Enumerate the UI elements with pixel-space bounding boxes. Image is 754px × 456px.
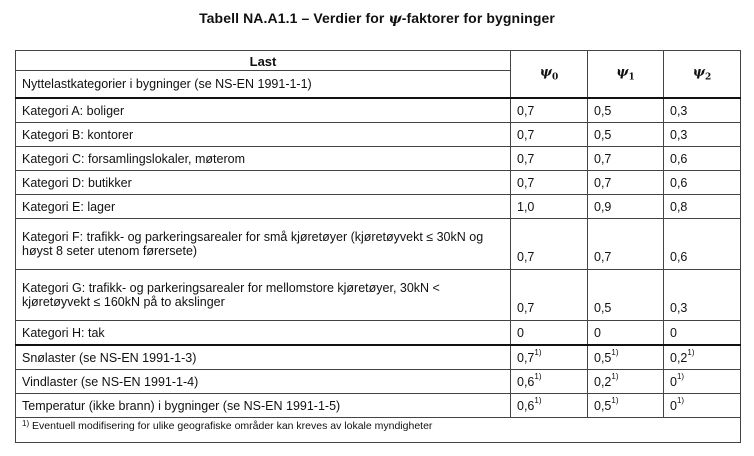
psi2-value: 0,6 — [664, 219, 741, 270]
table-row — [16, 370, 741, 394]
footnote-mark: 1) — [22, 419, 30, 428]
table-row — [16, 98, 741, 123]
row-label: Kategori E: lager — [16, 195, 511, 219]
psi1-value: 0,7 — [588, 171, 664, 195]
psi2-value: 0,2$^{1)}$ — [664, 345, 741, 370]
table-row — [16, 345, 741, 370]
psi0-value: 0,7 — [511, 123, 588, 147]
psi1-value: 0 — [588, 321, 664, 346]
footnote-ref: 1) — [676, 371, 685, 381]
psi2-value: 0,8 — [664, 195, 741, 219]
row-label: Kategori G: trafikk- og parkeringsarealer for mellomstore kjøretøyer, 30kN < kjøretøyvekt ≤ 160kN på to akslinger — [16, 270, 511, 321]
header-psi-1: $\psi_1$ — [588, 51, 664, 99]
psi0-value: 0 — [511, 321, 588, 346]
psi2-value: 0,3 — [664, 98, 741, 123]
table-row — [16, 171, 741, 195]
table-row — [16, 123, 741, 147]
row-label: Vindlaster (se NS-EN 1991-1-4) — [16, 370, 511, 394]
footnote-ref: 1) — [534, 371, 542, 381]
psi-factor-table — [15, 50, 741, 443]
row-label: Temperatur (ikke brann) i bygninger (se NS-EN 1991-1-5) — [16, 394, 511, 418]
row-label: Kategori B: kontorer — [16, 123, 511, 147]
table-row — [16, 321, 741, 346]
table-title: Tabell NA.A1.1 – Verdier for ψ-faktorer for bygninger — [199, 10, 555, 27]
row-label: Kategori D: butikker — [16, 171, 511, 195]
psi0-value: 0,7 — [511, 147, 588, 171]
footnote-ref: 1) — [534, 395, 542, 405]
row-label: Kategori H: tak — [16, 321, 511, 346]
footnote-ref: 1) — [534, 347, 542, 357]
psi2-value: 0 — [664, 321, 741, 346]
psi1-value: 0,5 — [588, 270, 664, 321]
header-psi-2: $\psi_2$ — [664, 51, 741, 99]
psi1-value: 0,5$^{1)}$ — [588, 345, 664, 370]
psi1-value: 0,5 — [588, 98, 664, 123]
psi0-value: 0,6$^{1)}$ — [511, 370, 588, 394]
table-row — [16, 195, 741, 219]
footnote — [16, 418, 741, 443]
psi0-value: 1,0 — [511, 195, 588, 219]
header-last: Last — [16, 51, 511, 71]
footnote-row — [16, 418, 741, 443]
header-subheader: Nyttelastkategorier i bygninger (se NS-EN 1991-1-1) — [16, 71, 511, 99]
psi0-value: 0,7 — [511, 270, 588, 321]
psi1-value: 0,5 — [588, 123, 664, 147]
table-row — [16, 394, 741, 418]
psi2-value: 0$^{1)}$ — [664, 370, 741, 394]
psi2-value: 0$^{1)}$ — [664, 394, 741, 418]
footnote-text: Eventuell modifisering for ulike geografiske områder kan kreves av lokale myndigheter — [32, 420, 433, 432]
psi1-value: 0,7 — [588, 219, 664, 270]
header-psi-0: $\psi_0$ — [511, 51, 588, 99]
row-label: Snølaster (se NS-EN 1991-1-3) — [16, 345, 511, 370]
psi0-value: 0,7 — [511, 171, 588, 195]
row-label: Kategori C: forsamlingslokaler, møterom — [16, 147, 511, 171]
psi1-value: 0,9 — [588, 195, 664, 219]
psi0-value: 0,7 — [511, 98, 588, 123]
psi2-value: 0,3 — [664, 123, 741, 147]
table-row — [16, 270, 741, 321]
psi2-value: 0,6 — [664, 171, 741, 195]
psi2-value: 0,6 — [664, 147, 741, 171]
footnote-ref: 1) — [611, 395, 619, 405]
footnote-ref: 1) — [687, 347, 695, 357]
table-row — [16, 219, 741, 270]
psi2-value: 0,3 — [664, 270, 741, 321]
table-row — [16, 147, 741, 171]
psi1-value: 0,5$^{1)}$ — [588, 394, 664, 418]
footnote-ref: 1) — [676, 395, 685, 405]
psi0-value: 0,6$^{1)}$ — [511, 394, 588, 418]
row-label: Kategori F: trafikk- og parkeringsarealer for små kjøretøyer (kjøretøyvekt ≤ 30kN og høyst 8 seter utenom førersete) — [16, 219, 511, 270]
footnote-ref: 1) — [611, 347, 619, 357]
row-label: Kategori A: boliger — [16, 98, 511, 123]
psi0-value: 0,7$^{1)}$ — [511, 345, 588, 370]
psi1-value: 0,7 — [588, 147, 664, 171]
psi1-value: 0,2$^{1)}$ — [588, 370, 664, 394]
psi0-value: 0,7 — [511, 219, 588, 270]
footnote-ref: 1) — [611, 371, 619, 381]
